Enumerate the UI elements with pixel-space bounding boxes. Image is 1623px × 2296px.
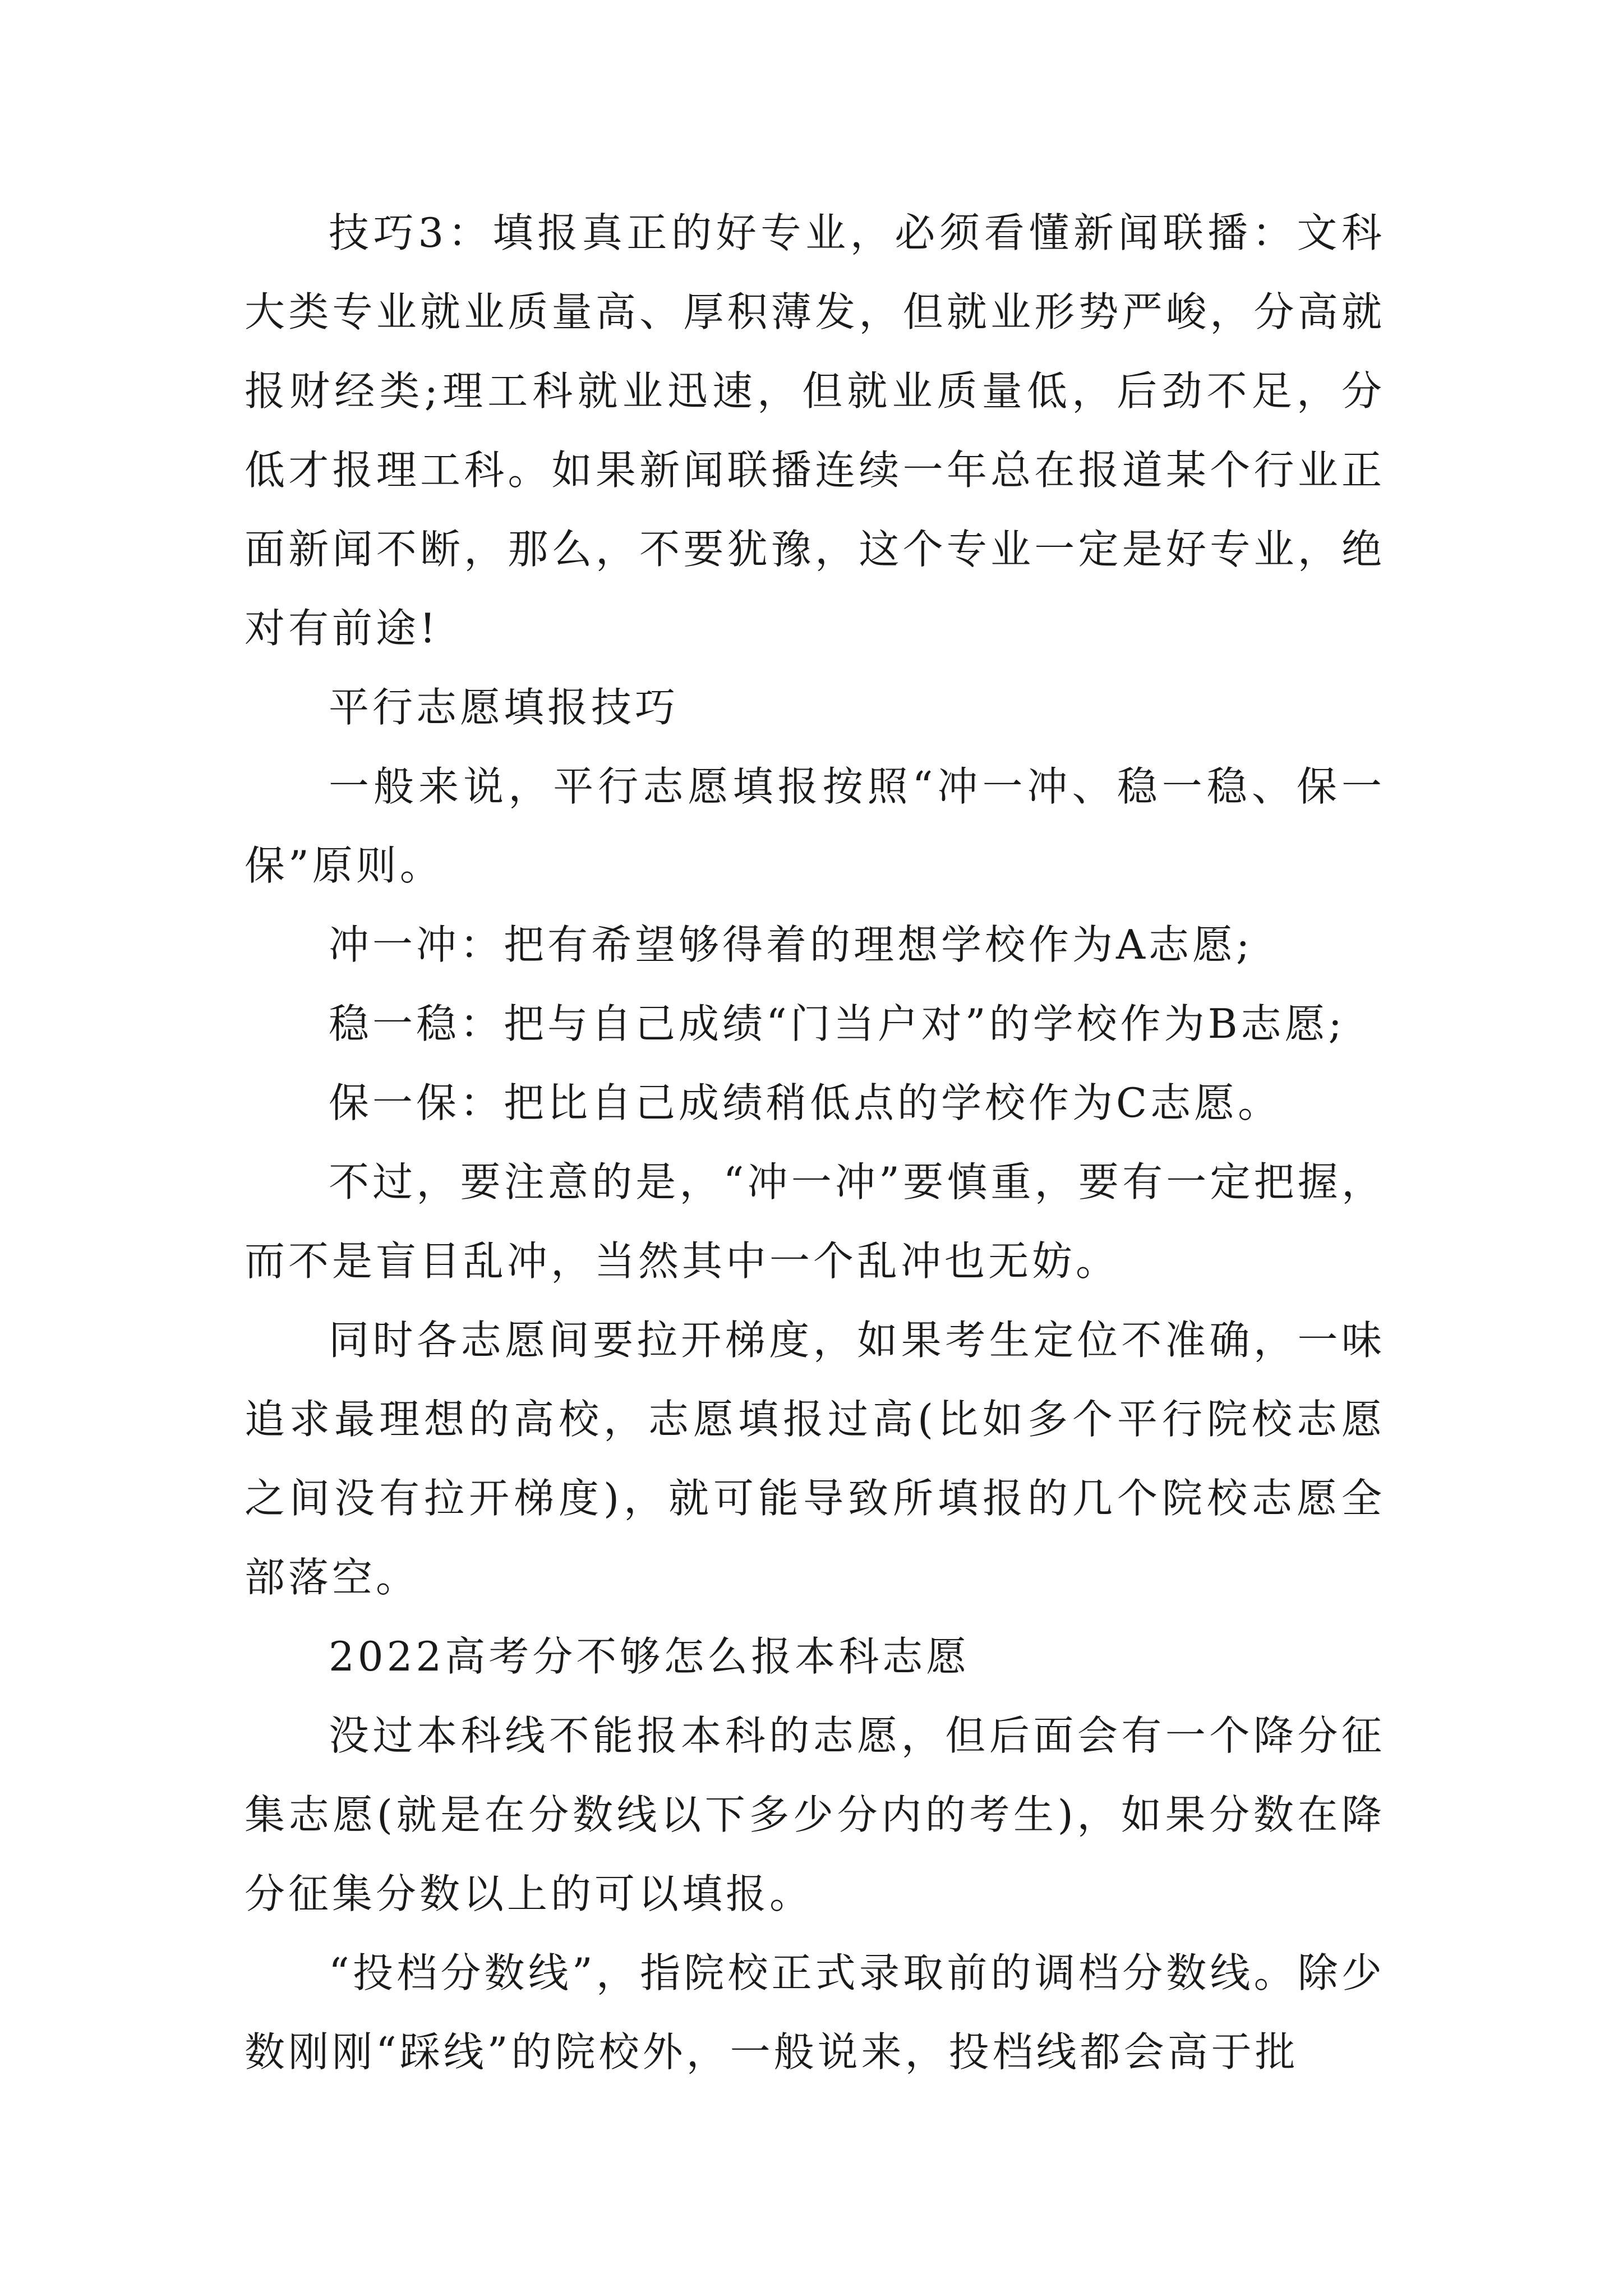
paragraph-tip-3: 技巧3：填报真正的好专业，必须看懂新闻联播：文科大类专业就业质量高、厚积薄发，但就业形势严峻，分高就报财经类;理工科就业迅速，但就业质量低，后劲不足，分低才报理工科。如果新闻联播连续一年总在报道某个行业正面新闻不断，那么，不要犹豫，这个专业一定是好专业，绝对有前途! (245, 209, 1385, 652)
heading-2022-score: 2022高考分不够怎么报本科志愿 (329, 1633, 970, 1680)
paragraph-gradient: 同时各志愿间要拉开梯度，如果考生定位不准确，一味追求最理想的高校，志愿填报过高(比如多个平行院校志愿之间没有拉开梯度)，就可能导致所填报的几个院校志愿全部落空。 (245, 1317, 1385, 1601)
paragraph-principle: 一般来说，平行志愿填报按照“冲一冲、稳一稳、保一保”原则。 (245, 763, 1385, 889)
paragraph-below-line: 没过本科线不能报本科的志愿，但后面会有一个降分征集志愿(就是在分数线以下多少分内的考生)，如果分数在降分征集分数以上的可以填报。 (245, 1712, 1385, 1917)
document-body (245, 194, 1385, 2092)
paragraph-wen: 稳一稳：把与自己成绩“门当户对”的学校作为B志愿; (329, 1000, 1345, 1047)
paragraph-bao: 保一保：把比自己成绩稍低点的学校作为C志愿。 (329, 1079, 1282, 1126)
paragraph-caution: 不过，要注意的是，“冲一冲”要慎重，要有一定把握，而不是盲目乱冲，当然其中一个乱冲也无妨。 (245, 1158, 1385, 1285)
heading-parallel-tips: 平行志愿填报技巧 (329, 684, 679, 731)
paragraph-chong: 冲一冲：把有希望够得着的理想学校作为A志愿; (329, 921, 1253, 968)
paragraph-cutoff-line: “投档分数线”，指院校正式录取前的调档分数线。除少数刚刚“踩线”的院校外，一般说来，投档线都会高于批 (245, 1949, 1385, 2076)
